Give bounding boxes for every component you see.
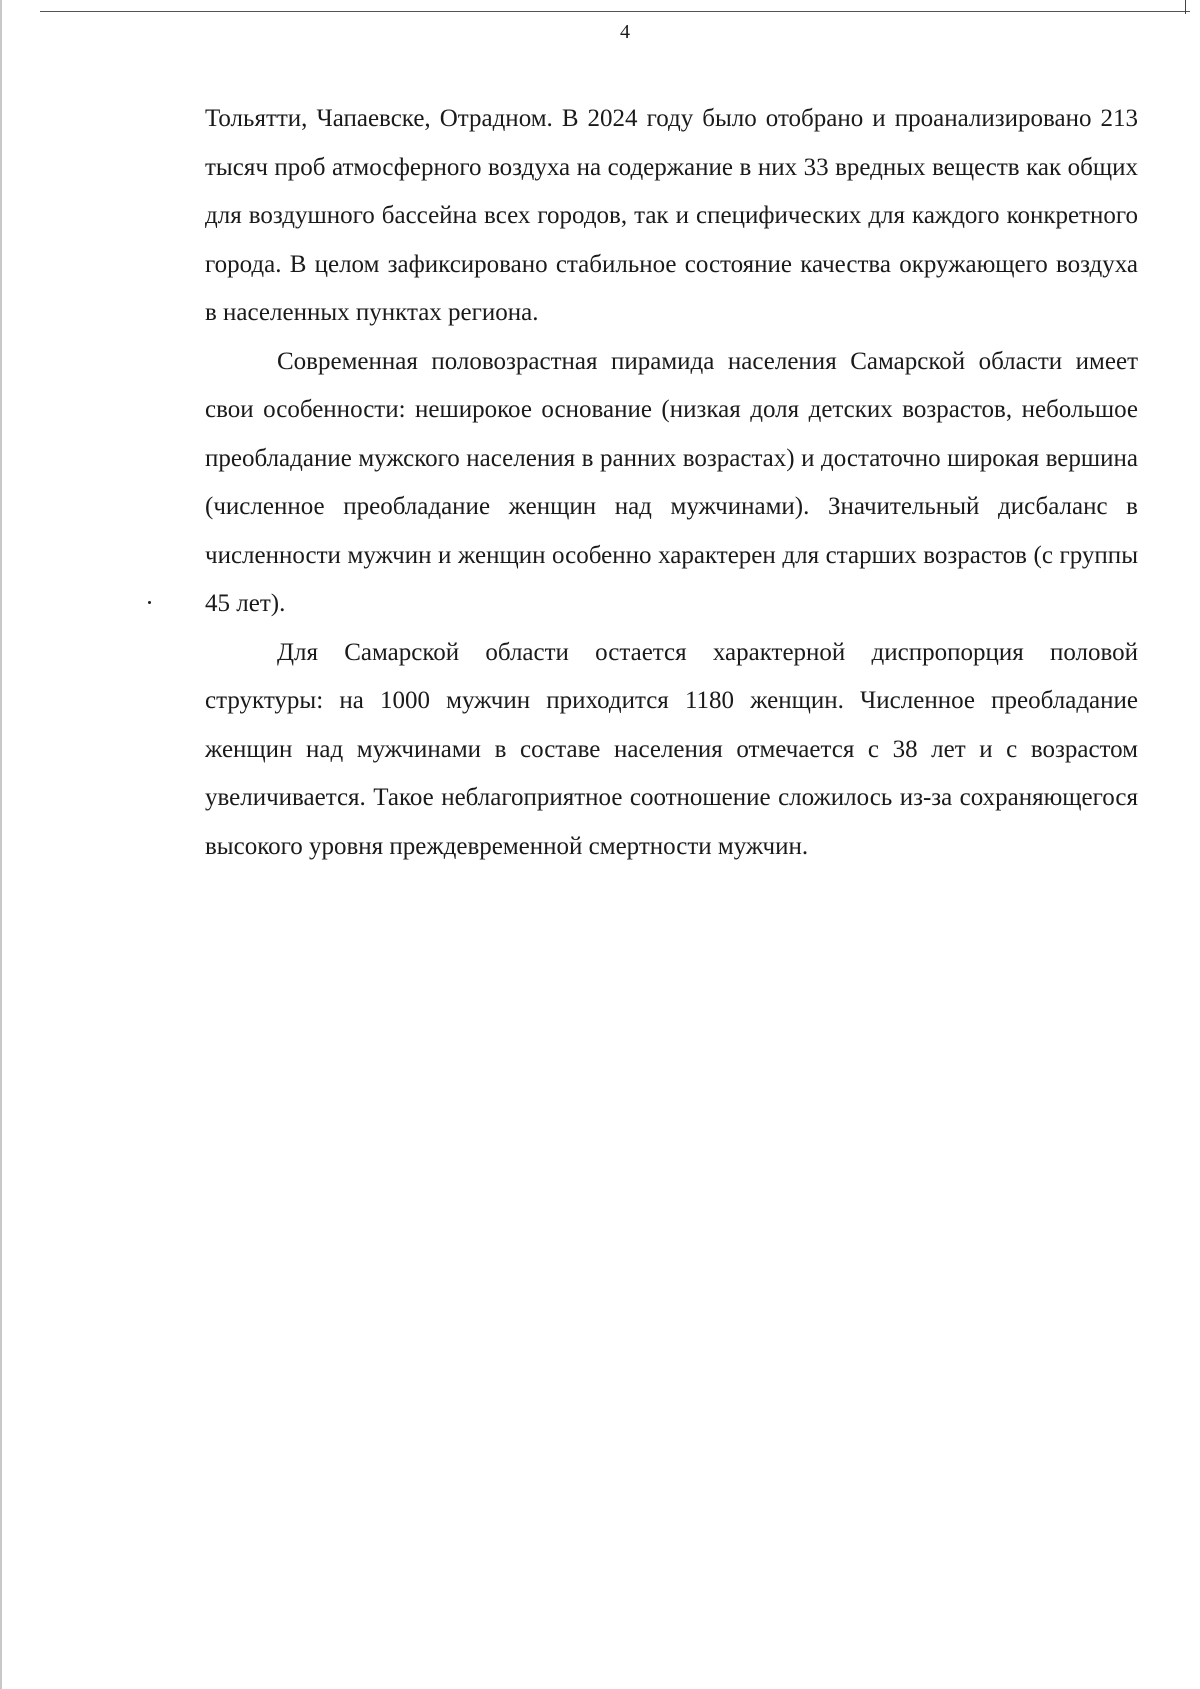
scan-margin-dot <box>148 601 151 604</box>
scan-left-edge <box>0 0 2 1689</box>
paragraph-sex-ratio: Для Самарской области остается характерной диспропорция половой структуры: на 1000 мужчин приходится 1180 женщин. Численное преобладание женщин над мужчинами в составе населения отмечается с 38 лет и с возрастом увеличивается. Такое неблагоприятное соотношение сложилось из-за сохраняющегося высокого уровня преждевременной смертности мужчин. <box>205 638 1138 860</box>
scan-top-rule <box>40 11 1190 12</box>
body-text <box>205 95 1138 871</box>
paragraph-air-quality: Тольятти, Чапаевске, Отрадном. В 2024 году было отобрано и проанализировано 213 тысяч проб атмосферного воздуха на содержание в них 33 вредных веществ как общих для воздушного бассейна всех городов, так и специфических для каждого конкретного города. В целом зафиксировано стабильное состояние качества окружающего воздуха в населенных пунктах региона. <box>205 105 1138 326</box>
paragraph-population-pyramid: Современная половозрастная пирамида населения Самарской области имеет свои особенности: неширокое основание (низкая доля детских возрастов, небольшое преобладание мужского населения в ранних возрастах) и достаточно широкая вершина (численное преобладание женщин над мужчинами). Значительный дисбаланс в численности мужчин и женщин особенно характерен для старших возрастов (с группы 45 лет). <box>205 347 1138 617</box>
page-number: 4 <box>620 21 630 43</box>
scan-right-edge-mark <box>1185 0 1186 14</box>
